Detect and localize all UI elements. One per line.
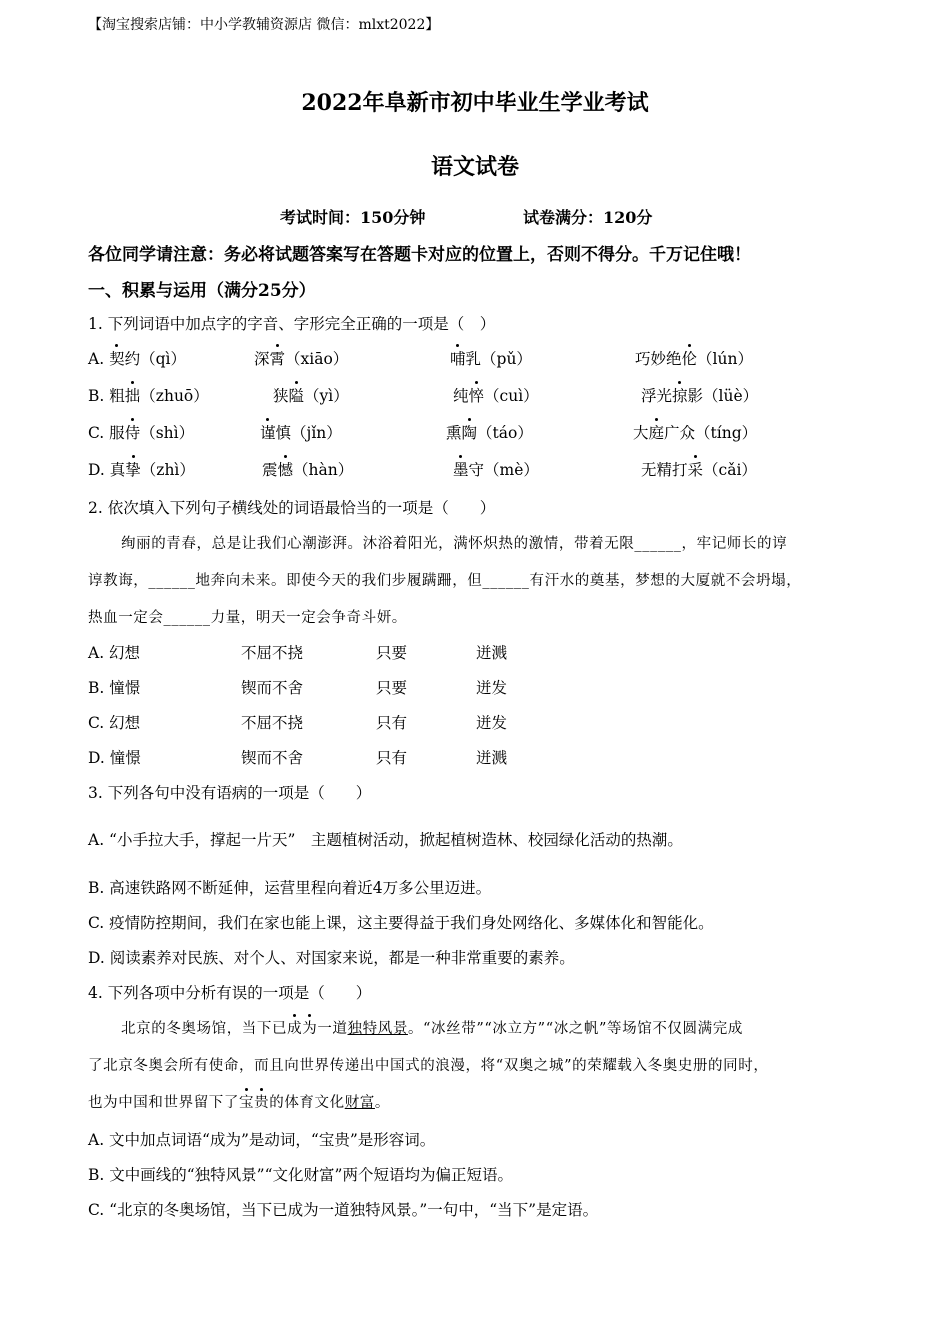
dotted-char: 为	[302, 1017, 317, 1038]
option-word: 锲而不舍	[241, 749, 304, 767]
word: 真挚（zhì）	[110, 461, 195, 479]
underlined-phrase: 财富	[344, 1095, 375, 1111]
option-word: 迸发	[476, 714, 508, 732]
section-heading: 一、积累与运用（满分25分）	[88, 281, 316, 301]
q4-option-c: C. “北京的冬奥场馆，当下已成为一道独特风景。”一句中，“当下”是定语。	[88, 1201, 599, 1219]
dotted-char: 哺	[450, 347, 466, 369]
full-score: 试卷满分：120分	[523, 208, 653, 227]
dotted-char: 侍	[125, 421, 141, 443]
dotted-char: 隘	[289, 384, 305, 406]
passage-line: 谆教诲，______地奔向未来。即使今天的我们步履蹒跚，但______有汗水的奠基，梦想的大厦就不会坍塌，	[88, 573, 802, 589]
dotted-char: 掠	[672, 384, 688, 406]
q2-option-a: A. 幻想	[88, 644, 141, 662]
q2-option-d: D. 憧憬	[88, 749, 141, 767]
dotted-char: 陶	[462, 421, 478, 443]
question-4-stem: 4. 下列各项中分析有误的一项是（ ）	[88, 984, 372, 1002]
word: 契约（qì）	[109, 350, 186, 368]
option-word: 只要	[376, 644, 408, 662]
subject-title: 语文试卷	[430, 154, 519, 180]
dotted-char: 贵	[254, 1091, 269, 1112]
question-3-stem: 3. 下列各句中没有语病的一项是（ ）	[88, 784, 372, 802]
option-word: 只要	[376, 679, 408, 697]
dotted-char: 霄	[270, 347, 286, 369]
word: 熏陶（táo）	[446, 421, 533, 443]
q4-option-a: A. 文中加点词语“成为”是动词，“宝贵”是形容词。	[88, 1131, 436, 1149]
q3-option-c: C. 疫情防控期间，我们在家也能上课，这主要得益于我们身处网络化、多媒体化和智能化。	[88, 914, 714, 932]
passage-line: 热血一定会______力量，明天一定会争奇斗妍。	[88, 610, 407, 626]
q1-option-b: B. 粗拙（zhuō）	[88, 384, 209, 406]
q1-option-d: D. 真挚（zhì）	[88, 458, 195, 480]
dotted-char: 庭	[649, 421, 665, 443]
dotted-char: 悴	[469, 384, 485, 406]
question-1-stem: 1. 下列词语中加点字的字音、字形完全正确的一项是（ ）	[88, 315, 496, 333]
option-word: 只有	[376, 714, 408, 732]
page-header: 【淘宝搜索店铺：中小学教辅资源店 微信：mlxt2022】	[88, 17, 440, 33]
dotted-char: 谨	[260, 421, 276, 443]
dotted-char: 憾	[278, 458, 294, 480]
dotted-char: 拙	[125, 384, 141, 406]
word: 谨慎（jǐn）	[260, 421, 342, 443]
word: 服侍（shì）	[109, 424, 194, 442]
option-word: 迸溅	[476, 644, 508, 662]
q3-option-d: D. 阅读素养对民族、对个人、对国家来说，都是一种非常重要的素养。	[88, 949, 575, 967]
exam-title: 2022年阜新市初中毕业生学业考试	[301, 90, 649, 116]
option-word: 迸发	[476, 679, 508, 697]
option-word: 不屈不挠	[241, 644, 304, 662]
question-2-stem: 2. 依次填入下列句子横线处的词语最恰当的一项是（ ）	[88, 499, 496, 517]
passage-line: 北京的冬奥场馆，当下已成为一道独特风景。“冰丝带”“冰立方”“冰之帆”等场馆不仅圆满完成	[121, 1017, 743, 1038]
word: 哺乳（pǔ）	[450, 347, 532, 369]
dotted-char: 挚	[125, 458, 141, 480]
word: 粗拙（zhuō）	[109, 387, 209, 405]
dotted-char: 墨	[453, 458, 469, 480]
word: 浮光掠影（lüè）	[641, 384, 758, 406]
q2-option-b: B. 憧憬	[88, 679, 141, 697]
q3-option-a: A. “小手拉大手，撑起一片天” 主题植树活动，掀起植树造林、校园绿化活动的热潮。	[88, 831, 683, 849]
exam-time: 考试时间：150分钟	[280, 208, 426, 227]
word: 巧妙绝伦（lún）	[635, 347, 753, 369]
word: 墨守（mè）	[453, 458, 539, 480]
dotted-char: 契	[109, 347, 125, 369]
word: 大庭广众（tíng）	[633, 421, 757, 443]
exam-notice: 各位同学请注意：务必将试题答案写在答题卡对应的位置上，否则不得分。千万记住哦！	[88, 245, 751, 265]
q3-option-b: B. 高速铁路网不断延伸，运营里程向着近4万多公里迈进。	[88, 879, 492, 897]
underlined-phrase: 独特风景	[347, 1021, 408, 1037]
word: 狭隘（yì）	[273, 384, 349, 406]
passage-line: 绚丽的青春，总是让我们心潮澎湃。沐浴着阳光，满怀炽热的激情，带着无限______，牢记师长的谆	[121, 536, 788, 552]
option-word: 迸溅	[476, 749, 508, 767]
passage-line: 了北京冬奥会所有使命，而且向世界传递出中国式的浪漫，将“双奥之城”的荣耀载入冬奥史册的同时，	[88, 1058, 769, 1074]
q2-option-c: C. 幻想	[88, 714, 141, 732]
word: 震憾（hàn）	[262, 458, 353, 480]
passage-line: 也为中国和世界留下了宝贵的体育文化财富。	[88, 1091, 390, 1112]
q1-option-a: A. 契约（qì）	[88, 347, 186, 369]
option-word: 只有	[376, 749, 408, 767]
option-word: 不屈不挠	[241, 714, 304, 732]
dotted-char: 宝	[239, 1091, 254, 1112]
option-word: 锲而不舍	[241, 679, 304, 697]
word: 无精打采（cǎi）	[641, 458, 757, 480]
dotted-char: 采	[688, 458, 704, 480]
word: 纯悴（cuì）	[453, 384, 539, 406]
q1-option-c: C. 服侍（shì）	[88, 421, 194, 443]
q4-option-b: B. 文中画线的“独特风景”“文化财富”两个短语均为偏正短语。	[88, 1166, 513, 1184]
dotted-char: 伦	[682, 347, 698, 369]
word: 深霄（xiāo）	[254, 347, 348, 369]
dotted-char: 成	[287, 1017, 302, 1038]
